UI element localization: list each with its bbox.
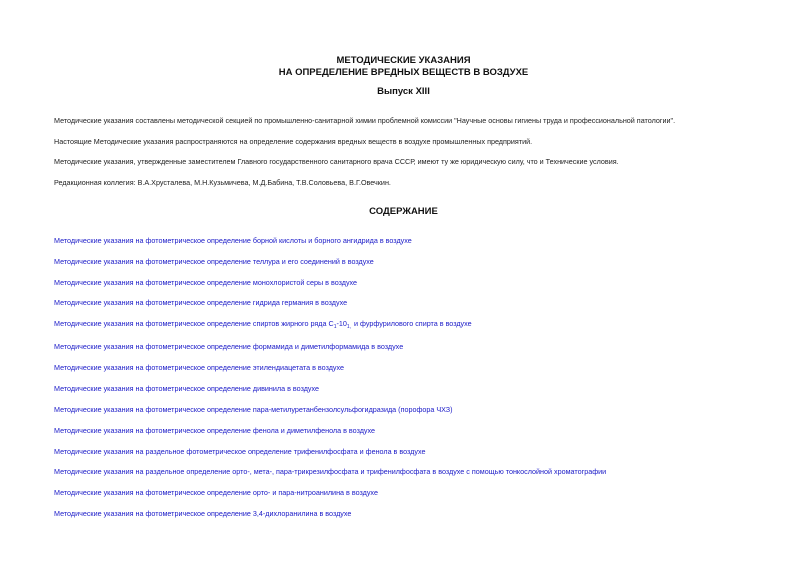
toc-link-fatty-alcohols-suffix: и фурфурилового спирта в воздухе	[354, 319, 472, 328]
intro-paragraph-authors: Методические указания составлены методической секцией по промышленно-санитарной химии проблемной комиссии "Научные основы гигиены труда и профессиональной патологии".	[54, 116, 676, 125]
document-title-line-2: НА ОПРЕДЕЛЕНИЕ ВРЕДНЫХ ВЕЩЕСТВ В ВОЗДУХЕ	[278, 67, 529, 78]
toc-link-fatty-alcohols[interactable]	[54, 319, 472, 328]
subscript-2: 1,	[346, 324, 352, 330]
toc-item	[54, 509, 351, 519]
toc-item	[54, 342, 403, 352]
toc-item	[54, 488, 378, 498]
toc-item	[54, 467, 606, 477]
toc-item	[54, 384, 319, 394]
toc-link-divinyl[interactable]: Методические указания на фотометрическое определение дивинила в воздухе	[54, 384, 320, 393]
toc-item	[54, 257, 374, 267]
toc-link-boric-acid[interactable]: Методические указания на фотометрическое определение борной кислоты и борного ангидрида в воздухе	[54, 236, 412, 245]
toc-item	[54, 363, 344, 373]
toc-link-porophor[interactable]: Методические указания на фотометрическое определение пара-метилуретанбензолсульфогидразида (порофора ЧХЗ)	[54, 405, 453, 414]
document-title-line-1: МЕТОДИЧЕСКИЕ УКАЗАНИЯ	[336, 55, 471, 66]
toc-link-tricresyl-phosphate[interactable]: Методические указания на раздельное определение орто-, мета-, пара-трикрезилфосфата и трифенилфосфата в воздухе с помощью тонкослойной хроматографии	[54, 467, 607, 476]
toc-link-tellurium[interactable]: Методические указания на фотометрическое определение теллура и его соединений в воздухе	[54, 257, 374, 266]
toc-link-formamide[interactable]: Методические указания на фотометрическое определение формамида и диметилформамида в воздухе	[54, 342, 404, 351]
intro-paragraph-scope: Настоящие Методические указания распространяются на определение содержания вредных веществ в воздухе промышленных предприятий.	[54, 137, 533, 146]
toc-item	[54, 278, 357, 288]
intro-paragraph-legal-status: Методические указания, утвержденные заместителем Главного государственного санитарного врача СССР, имеют ту же юридическую силу, что и Технические условия.	[54, 157, 619, 166]
toc-link-sulfur-monochloride[interactable]: Методические указания на фотометрическое определение монохлористой серы в воздухе	[54, 278, 358, 287]
toc-link-nitroaniline[interactable]: Методические указания на фотометрическое определение орто- и пара-нитроанилина в воздухе	[54, 488, 378, 497]
toc-link-phenol[interactable]: Методические указания на фотометрическое определение фенола и диметилфенола в воздухе	[54, 426, 376, 435]
toc-link-germanium-hydride[interactable]: Методические указания на фотометрическое определение гидрида германия в воздухе	[54, 298, 348, 307]
subscript-1: 1	[333, 324, 337, 330]
toc-item	[54, 426, 375, 436]
toc-link-ethylene-diacetate[interactable]: Методические указания на фотометрическое определение этилендиацетата в воздухе	[54, 363, 345, 372]
issue-number: Выпуск XIII	[377, 86, 430, 97]
toc-item	[54, 236, 412, 246]
toc-link-fatty-alcohols-prefix: Методические указания на фотометрическое определение спиртов жирного ряда С	[54, 319, 334, 328]
editorial-board: Редакционная коллегия: В.А.Хрусталева, М.Н.Кузьмичева, М.Д.Бабина, Т.В.Соловьева, В.Г.Овечкин.	[54, 178, 391, 187]
toc-item	[54, 405, 453, 415]
toc-item	[54, 298, 347, 308]
toc-item	[54, 319, 472, 332]
contents-heading: СОДЕРЖАНИЕ	[369, 206, 438, 217]
toc-item	[54, 447, 425, 457]
toc-link-triphenyl-phosphate[interactable]: Методические указания на раздельное фотометрическое определение трифенилфосфата и фенола в воздухе	[54, 447, 426, 456]
toc-link-fatty-alcohols-middle: -10	[336, 319, 347, 328]
toc-link-dichloroaniline[interactable]: Методические указания на фотометрическое определение 3,4-дихлоранилина в воздухе	[54, 509, 352, 518]
